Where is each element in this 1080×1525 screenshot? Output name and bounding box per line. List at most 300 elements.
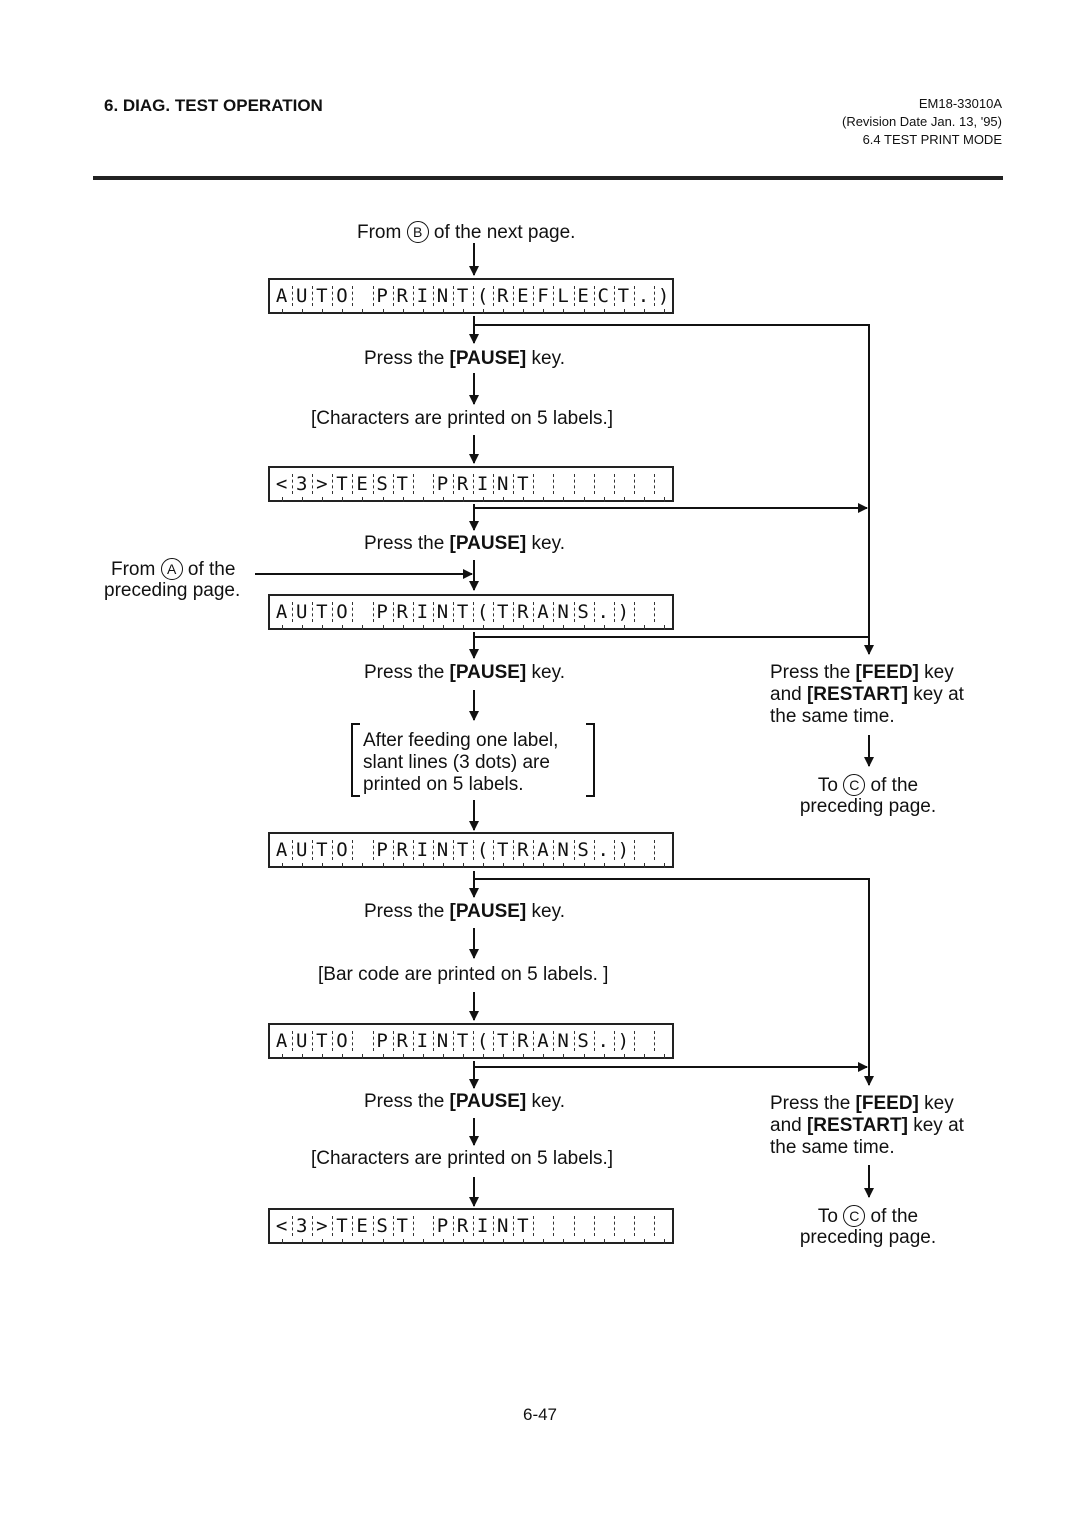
lcd-cell-divider bbox=[292, 1216, 293, 1236]
lcd-char-cell: N bbox=[436, 839, 449, 861]
lcd-char-cell: L bbox=[557, 285, 569, 307]
lcd-cell-divider bbox=[453, 602, 454, 622]
press-pause-1: Press the [PAUSE] key. bbox=[364, 348, 565, 369]
lcd-cell-divider bbox=[574, 840, 575, 860]
lcd-tick bbox=[523, 497, 524, 502]
lcd-cell-divider bbox=[352, 286, 353, 306]
to-c-preceding-1: preceding page. bbox=[799, 796, 937, 817]
lcd-char-cell bbox=[654, 1210, 673, 1242]
lcd-char-cell bbox=[634, 1025, 653, 1057]
lcd-tick bbox=[563, 625, 564, 630]
lcd-cell-divider bbox=[393, 474, 394, 494]
lcd-char-cell: R bbox=[396, 1030, 408, 1052]
lcd-tick bbox=[604, 1239, 605, 1244]
lcd-tick bbox=[483, 497, 484, 502]
lcd-tick bbox=[624, 1239, 625, 1244]
lcd-char-cell: T bbox=[497, 839, 509, 861]
lcd-tick bbox=[302, 497, 303, 502]
lcd-char-cell: U bbox=[296, 1030, 308, 1052]
lcd-cell-divider bbox=[352, 840, 353, 860]
lcd-cell-divider bbox=[553, 1031, 554, 1051]
lcd-tick bbox=[322, 625, 323, 630]
lcd-char-cell: O bbox=[336, 839, 348, 861]
lcd-cell-divider bbox=[614, 286, 615, 306]
lcd-char-cell bbox=[574, 1210, 593, 1242]
lcd-tick bbox=[543, 1239, 544, 1244]
lcd-char-cell: N bbox=[497, 1215, 509, 1237]
lcd-char-cell: . bbox=[637, 285, 650, 307]
revision-date: (Revision Date Jan. 13, '95) bbox=[841, 114, 1002, 129]
lcd-char-cell: R bbox=[517, 1030, 529, 1052]
lcd-char-cell: N bbox=[436, 285, 449, 307]
lcd-char-cell: E bbox=[356, 473, 368, 495]
lcd-cell-divider bbox=[594, 1216, 595, 1236]
lcd-tick bbox=[503, 1239, 504, 1244]
lcd-tick bbox=[403, 863, 404, 868]
lcd-char-cell: U bbox=[296, 601, 308, 623]
from-a-label: From A of the bbox=[111, 559, 236, 580]
lcd-char-cell: T bbox=[316, 1030, 328, 1052]
lcd-char-cell: A bbox=[537, 601, 549, 623]
lcd-tick bbox=[463, 1239, 464, 1244]
lcd-cell-divider bbox=[332, 1216, 333, 1236]
lcd-char-cell: F bbox=[537, 285, 549, 307]
lcd-tick bbox=[463, 863, 464, 868]
lcd-char-cell: P bbox=[436, 1215, 449, 1237]
section-title: 6. DIAG. TEST OPERATION bbox=[104, 96, 323, 115]
lcd-cell-divider bbox=[553, 840, 554, 860]
lcd-tick bbox=[644, 863, 645, 868]
lcd-cell-divider bbox=[352, 1031, 353, 1051]
lcd-cell-divider bbox=[352, 1216, 353, 1236]
lcd-cell-divider bbox=[312, 474, 313, 494]
lcd-tick bbox=[463, 309, 464, 314]
lcd-char-cell bbox=[614, 1210, 633, 1242]
lcd-char-cell: S bbox=[577, 839, 589, 861]
chars-printed-1: [Characters are printed on 5 labels.] bbox=[311, 408, 614, 429]
lcd-tick bbox=[664, 625, 665, 630]
lcd-cell-divider bbox=[654, 286, 655, 306]
lcd-tick bbox=[302, 1054, 303, 1059]
lcd-char-cell: T bbox=[396, 1215, 408, 1237]
lcd-tick bbox=[523, 309, 524, 314]
lcd-cell-divider bbox=[634, 602, 635, 622]
lcd-tick bbox=[543, 1054, 544, 1059]
lcd-char-cell: R bbox=[517, 839, 529, 861]
lcd-tick bbox=[362, 497, 363, 502]
lcd-cell-divider bbox=[473, 602, 474, 622]
lcd-cell-divider bbox=[292, 474, 293, 494]
lcd-char-cell: > bbox=[316, 473, 328, 495]
lcd-cell-divider bbox=[312, 840, 313, 860]
lcd-cell-divider bbox=[513, 1216, 514, 1236]
lcd-char-cell bbox=[594, 468, 613, 500]
lcd-tick bbox=[584, 1054, 585, 1059]
press-pause-4: Press the [PAUSE] key. bbox=[364, 901, 565, 922]
lcd-char-cell: S bbox=[376, 1215, 388, 1237]
lcd-tick bbox=[503, 1054, 504, 1059]
lcd-cell-divider bbox=[312, 1216, 313, 1236]
bracket-left bbox=[352, 724, 360, 796]
lcd-cell-divider bbox=[373, 286, 374, 306]
lcd-cell-divider bbox=[493, 840, 494, 860]
lcd-char-cell bbox=[634, 1210, 653, 1242]
lcd-char-cell bbox=[594, 1210, 613, 1242]
lcd-char-cell: A bbox=[275, 839, 288, 861]
lcd-tick bbox=[463, 1054, 464, 1059]
lcd-display-1 bbox=[268, 278, 674, 314]
lcd-tick bbox=[503, 497, 504, 502]
lcd-char-cell: A bbox=[275, 601, 288, 623]
lcd-char-cell: O bbox=[336, 601, 348, 623]
lcd-tick bbox=[604, 863, 605, 868]
lcd-cell-divider bbox=[413, 1031, 414, 1051]
lcd-cell-divider bbox=[312, 602, 313, 622]
lcd-char-cell: > bbox=[316, 1215, 328, 1237]
lcd-tick bbox=[503, 625, 504, 630]
lcd-cell-divider bbox=[373, 840, 374, 860]
to-c-label-2: To C of the bbox=[817, 1206, 919, 1227]
lcd-tick bbox=[383, 1239, 384, 1244]
lcd-char-cell: I bbox=[416, 839, 429, 861]
lcd-cell-divider bbox=[533, 602, 534, 622]
lcd-cell-divider bbox=[634, 840, 635, 860]
lcd-char-cell bbox=[352, 596, 371, 628]
lcd-tick bbox=[584, 863, 585, 868]
lcd-display-5 bbox=[268, 1023, 674, 1059]
lcd-cell-divider bbox=[574, 602, 575, 622]
lcd-tick bbox=[624, 863, 625, 868]
lcd-tick bbox=[362, 309, 363, 314]
lcd-char-cell: O bbox=[336, 285, 348, 307]
lcd-char-cell: T bbox=[497, 601, 509, 623]
lcd-cell-divider bbox=[594, 840, 595, 860]
lcd-cell-divider bbox=[393, 1031, 394, 1051]
lcd-cell-divider bbox=[553, 1216, 554, 1236]
lcd-cell-divider bbox=[634, 1216, 635, 1236]
lcd-tick bbox=[282, 863, 283, 868]
lcd-char-cell: A bbox=[537, 839, 549, 861]
lcd-char-cell: I bbox=[416, 285, 429, 307]
lcd-cell-divider bbox=[553, 602, 554, 622]
lcd-char-cell: T bbox=[316, 285, 328, 307]
lcd-char-cell: S bbox=[577, 601, 589, 623]
from-b-label: From B of the next page. bbox=[357, 222, 576, 243]
feed-restart-note-2: Press the [FEED] key and [RESTART] key at the same time. bbox=[770, 1093, 964, 1158]
lcd-tick bbox=[563, 497, 564, 502]
lcd-char-cell: T bbox=[456, 601, 469, 623]
lcd-char-cell: T bbox=[456, 285, 469, 307]
lcd-char-cell: T bbox=[497, 1030, 509, 1052]
lcd-tick bbox=[383, 863, 384, 868]
lcd-cell-divider bbox=[513, 474, 514, 494]
lcd-char-cell: A bbox=[275, 285, 288, 307]
lcd-tick bbox=[664, 497, 665, 502]
lcd-tick bbox=[443, 1239, 444, 1244]
lcd-char-cell: R bbox=[517, 601, 529, 623]
lcd-tick bbox=[383, 309, 384, 314]
lcd-char-cell: U bbox=[296, 285, 308, 307]
lcd-tick bbox=[362, 863, 363, 868]
lcd-cell-divider bbox=[594, 602, 595, 622]
lcd-char-cell bbox=[574, 468, 593, 500]
lcd-cell-divider bbox=[413, 474, 414, 494]
lcd-tick bbox=[282, 497, 283, 502]
lcd-tick bbox=[282, 1239, 283, 1244]
lcd-cell-divider bbox=[453, 286, 454, 306]
lcd-char-cell: ( bbox=[476, 285, 489, 307]
lcd-cell-divider bbox=[594, 286, 595, 306]
lcd-cell-divider bbox=[614, 1031, 615, 1051]
lcd-char-cell: P bbox=[376, 1030, 388, 1052]
lcd-cell-divider bbox=[292, 840, 293, 860]
lcd-tick bbox=[644, 1054, 645, 1059]
lcd-tick bbox=[584, 497, 585, 502]
lcd-tick bbox=[403, 1054, 404, 1059]
lcd-char-cell bbox=[553, 1210, 572, 1242]
lcd-char-cell: O bbox=[336, 1030, 348, 1052]
lcd-cell-divider bbox=[614, 840, 615, 860]
lcd-tick bbox=[483, 1054, 484, 1059]
lcd-tick bbox=[322, 863, 323, 868]
lcd-tick bbox=[584, 1239, 585, 1244]
lcd-tick bbox=[342, 1054, 343, 1059]
circle-a-icon: A bbox=[161, 558, 183, 580]
lcd-cell-divider bbox=[513, 840, 514, 860]
lcd-cell-divider bbox=[312, 1031, 313, 1051]
lcd-cell-divider bbox=[594, 1031, 595, 1051]
lcd-cell-divider bbox=[493, 1031, 494, 1051]
circle-b-icon: B bbox=[407, 221, 429, 243]
lcd-tick bbox=[362, 1239, 363, 1244]
lcd-char-cell bbox=[614, 468, 633, 500]
lcd-char-cell: T bbox=[316, 601, 328, 623]
lcd-tick bbox=[362, 625, 363, 630]
lcd-cell-divider bbox=[654, 1216, 655, 1236]
lcd-char-cell: < bbox=[275, 1215, 288, 1237]
lcd-display-3 bbox=[268, 594, 674, 630]
lcd-cell-divider bbox=[533, 840, 534, 860]
lcd-char-cell: T bbox=[456, 1030, 469, 1052]
lcd-tick bbox=[443, 1054, 444, 1059]
lcd-char-cell: T bbox=[336, 473, 348, 495]
lcd-char-cell: T bbox=[456, 839, 469, 861]
lcd-cell-divider bbox=[453, 1216, 454, 1236]
lcd-char-cell: T bbox=[517, 473, 529, 495]
doc-code: EM18-33010A bbox=[918, 96, 1002, 111]
lcd-char-cell: P bbox=[376, 601, 388, 623]
lcd-cell-divider bbox=[654, 474, 655, 494]
lcd-tick bbox=[302, 863, 303, 868]
lcd-char-cell: R bbox=[497, 285, 509, 307]
lcd-char-cell: 3 bbox=[296, 1215, 308, 1237]
lcd-tick bbox=[624, 1054, 625, 1059]
lcd-cell-divider bbox=[533, 1031, 534, 1051]
lcd-cell-divider bbox=[634, 1031, 635, 1051]
lcd-tick bbox=[604, 625, 605, 630]
lcd-cell-divider bbox=[292, 1031, 293, 1051]
lcd-tick bbox=[624, 309, 625, 314]
lcd-cell-divider bbox=[292, 602, 293, 622]
lcd-tick bbox=[423, 309, 424, 314]
lcd-display-6 bbox=[268, 1208, 674, 1244]
lcd-char-cell: T bbox=[336, 1215, 348, 1237]
lcd-cell-divider bbox=[373, 602, 374, 622]
lcd-tick bbox=[503, 309, 504, 314]
lcd-cell-divider bbox=[614, 474, 615, 494]
lcd-char-cell bbox=[413, 468, 432, 500]
circle-c-icon: C bbox=[843, 774, 865, 796]
lcd-tick bbox=[604, 309, 605, 314]
lcd-char-cell: 3 bbox=[296, 473, 308, 495]
lcd-char-cell: P bbox=[376, 285, 388, 307]
lcd-tick bbox=[624, 497, 625, 502]
lcd-tick bbox=[362, 1054, 363, 1059]
lcd-tick bbox=[483, 863, 484, 868]
lcd-cell-divider bbox=[513, 1031, 514, 1051]
lcd-tick bbox=[322, 497, 323, 502]
lcd-tick bbox=[664, 863, 665, 868]
lcd-char-cell bbox=[634, 834, 653, 866]
lcd-cell-divider bbox=[433, 840, 434, 860]
lcd-tick bbox=[604, 497, 605, 502]
lcd-tick bbox=[403, 497, 404, 502]
lcd-cell-divider bbox=[654, 840, 655, 860]
lcd-cell-divider bbox=[433, 1031, 434, 1051]
lcd-tick bbox=[523, 625, 524, 630]
lcd-cell-divider bbox=[473, 1031, 474, 1051]
lcd-char-cell: N bbox=[557, 601, 569, 623]
lcd-char-cell bbox=[413, 1210, 432, 1242]
lcd-tick bbox=[563, 1054, 564, 1059]
lcd-cell-divider bbox=[332, 474, 333, 494]
lcd-char-cell bbox=[352, 280, 371, 312]
lcd-cell-divider bbox=[352, 602, 353, 622]
lcd-cell-divider bbox=[553, 474, 554, 494]
lcd-cell-divider bbox=[373, 1216, 374, 1236]
lcd-tick bbox=[483, 309, 484, 314]
lcd-cell-divider bbox=[453, 474, 454, 494]
lcd-tick bbox=[503, 863, 504, 868]
lcd-cell-divider bbox=[433, 474, 434, 494]
lcd-tick bbox=[282, 309, 283, 314]
lcd-tick bbox=[523, 863, 524, 868]
lcd-tick bbox=[342, 863, 343, 868]
lcd-cell-divider bbox=[513, 602, 514, 622]
lcd-cell-divider bbox=[373, 1031, 374, 1051]
lcd-char-cell: E bbox=[577, 285, 589, 307]
lcd-tick bbox=[563, 1239, 564, 1244]
lcd-tick bbox=[443, 497, 444, 502]
lcd-char-cell bbox=[352, 834, 371, 866]
lcd-char-cell: I bbox=[416, 1030, 429, 1052]
lcd-tick bbox=[342, 1239, 343, 1244]
lcd-char-cell: ) bbox=[617, 839, 630, 861]
lcd-tick bbox=[423, 625, 424, 630]
lcd-cell-divider bbox=[373, 474, 374, 494]
lcd-display-4 bbox=[268, 832, 674, 868]
lcd-tick bbox=[282, 1054, 283, 1059]
lcd-tick bbox=[302, 625, 303, 630]
lcd-tick bbox=[584, 625, 585, 630]
press-pause-3: Press the [PAUSE] key. bbox=[364, 662, 565, 683]
lcd-char-cell: R bbox=[396, 839, 408, 861]
lcd-char-cell: T bbox=[617, 285, 630, 307]
lcd-tick bbox=[644, 1239, 645, 1244]
lcd-char-cell: I bbox=[416, 601, 429, 623]
lcd-cell-divider bbox=[533, 474, 534, 494]
lcd-cell-divider bbox=[332, 602, 333, 622]
lcd-char-cell: R bbox=[396, 285, 408, 307]
lcd-tick bbox=[302, 1239, 303, 1244]
bracket-right bbox=[586, 724, 594, 796]
press-pause-2: Press the [PAUSE] key. bbox=[364, 533, 565, 554]
lcd-char-cell: N bbox=[557, 839, 569, 861]
lcd-cell-divider bbox=[574, 1216, 575, 1236]
lcd-tick bbox=[342, 625, 343, 630]
lcd-char-cell: R bbox=[396, 601, 408, 623]
lcd-char-cell bbox=[654, 1025, 673, 1057]
lcd-char-cell bbox=[654, 468, 673, 500]
lcd-char-cell bbox=[654, 596, 673, 628]
lcd-cell-divider bbox=[352, 474, 353, 494]
lcd-cell-divider bbox=[574, 474, 575, 494]
lcd-cell-divider bbox=[634, 286, 635, 306]
lcd-tick bbox=[383, 1054, 384, 1059]
lcd-tick bbox=[322, 1239, 323, 1244]
lcd-tick bbox=[423, 497, 424, 502]
lcd-tick bbox=[403, 309, 404, 314]
lcd-char-cell: N bbox=[436, 601, 449, 623]
lcd-cell-divider bbox=[533, 1216, 534, 1236]
lcd-char-cell bbox=[634, 596, 653, 628]
lcd-tick bbox=[443, 625, 444, 630]
lcd-cell-divider bbox=[553, 286, 554, 306]
lcd-cell-divider bbox=[574, 1031, 575, 1051]
lcd-tick bbox=[282, 625, 283, 630]
lcd-cell-divider bbox=[312, 286, 313, 306]
lcd-tick bbox=[604, 1054, 605, 1059]
subsection-title: 6.4 TEST PRINT MODE bbox=[862, 132, 1002, 147]
lcd-cell-divider bbox=[433, 1216, 434, 1236]
lcd-tick bbox=[443, 863, 444, 868]
lcd-tick bbox=[664, 1239, 665, 1244]
lcd-tick bbox=[563, 863, 564, 868]
lcd-tick bbox=[543, 863, 544, 868]
lcd-cell-divider bbox=[614, 1216, 615, 1236]
lcd-char-cell: T bbox=[517, 1215, 529, 1237]
lcd-char-cell: R bbox=[456, 1215, 469, 1237]
lcd-char-cell: N bbox=[557, 1030, 569, 1052]
lcd-tick bbox=[463, 625, 464, 630]
lcd-cell-divider bbox=[453, 1031, 454, 1051]
lcd-tick bbox=[483, 625, 484, 630]
lcd-cell-divider bbox=[332, 840, 333, 860]
lcd-char-cell: N bbox=[436, 1030, 449, 1052]
to-c-preceding-2: preceding page. bbox=[799, 1227, 937, 1248]
lcd-char-cell: E bbox=[517, 285, 529, 307]
lcd-cell-divider bbox=[473, 474, 474, 494]
lcd-char-cell: E bbox=[356, 1215, 368, 1237]
lcd-cell-divider bbox=[473, 1216, 474, 1236]
lcd-cell-divider bbox=[493, 1216, 494, 1236]
lcd-tick bbox=[423, 863, 424, 868]
lcd-cell-divider bbox=[393, 1216, 394, 1236]
lcd-char-cell: ) bbox=[617, 1030, 630, 1052]
lcd-char-cell: ( bbox=[476, 839, 489, 861]
lcd-cell-divider bbox=[433, 602, 434, 622]
lcd-tick bbox=[342, 497, 343, 502]
